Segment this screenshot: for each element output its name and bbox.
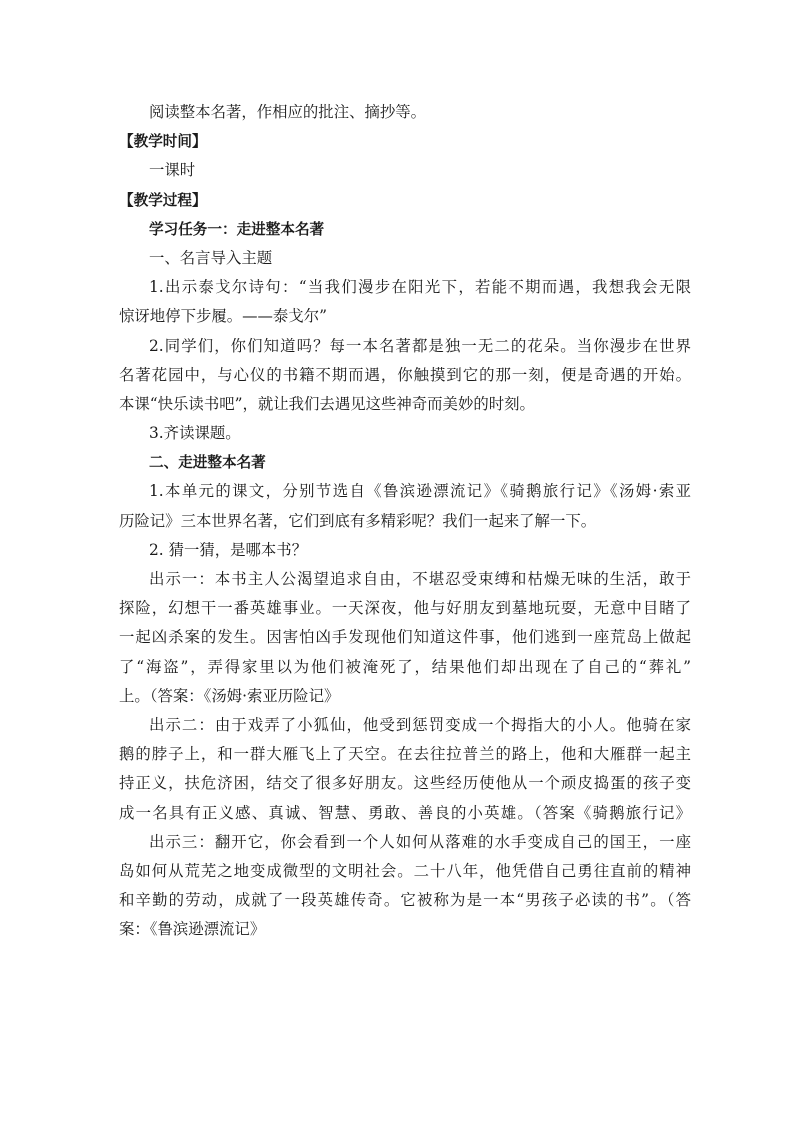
paragraph-line: 历险记》三本世界名著，它们到底有多精彩呢？我们一起来了解一下。 [119, 511, 597, 530]
paragraph-line: 1.出示泰戈尔诗句：“当我们漫步在阳光下，若能不期而遇，我想我会无限 [149, 278, 691, 297]
paragraph-line: 和辛勤的劳动，成就了一段英雄传奇。它被称为是一本“男孩子必读的书”。（答 [119, 891, 691, 910]
section-heading-teaching-process: 【教学过程】 [119, 191, 207, 209]
document-body [119, 98, 691, 944]
paragraph-line: 惊讶地停下步履。——泰戈尔” [119, 307, 327, 326]
paragraph-line: 一起凶杀案的发生。因害怕凶手发现他们知道这件事，他们逃到一座荒岛上做起 [119, 628, 691, 647]
paragraph-line: 2.同学们，你们知道吗？每一本名著都是独一无二的花朵。当你漫步在世界 [149, 336, 691, 355]
subsection-heading: 二、走进整本名著 [149, 454, 266, 472]
paragraph-line: 一课时 [149, 161, 196, 180]
paragraph-line: 持正义，扶危济困，结交了很多好朋友。这些经历使他从一个顽皮捣蛋的孩子变 [119, 774, 691, 793]
paragraph-line: 鹅的脖子上，和一群大雁飞上了天空。在去往拉普兰的路上，他和大雁群一起主 [119, 745, 691, 764]
paragraph-line: 了“海盗”，弄得家里以为他们被淹死了，结果他们却出现在了自己的“葬礼” [119, 657, 691, 676]
paragraph-line: 阅读整本名著，作相应的批注、摘抄等。 [149, 103, 427, 121]
paragraph-line: 上。（答案：《汤姆·索亚历险记》 [119, 686, 340, 705]
paragraph-line: 岛如何从荒芜之地变成微型的文明社会。二十八年，他凭借自己勇往直前的精神 [119, 861, 691, 880]
paragraph-line: 出示一：本书主人公渴望追求自由，不堪忍受束缚和枯燥无味的生活，敢于 [149, 570, 691, 588]
section-heading-teaching-time: 【教学时间】 [119, 133, 207, 151]
paragraph-line: 名著花园中，与心仪的书籍不期而遇，你触摸到它的那一刻，便是奇遇的开始。 [119, 365, 691, 384]
paragraph-line: 3.齐读课题。 [149, 424, 241, 443]
paragraph-line: 出示三：翻开它，你会看到一个人如何从落难的水手变成自己的国王，一座 [149, 832, 691, 851]
paragraph-line: 出示二：由于戏弄了小狐仙，他受到惩罚变成一个拇指大的小人。他骑在家 [149, 715, 691, 734]
paragraph-line: 2. 猜一猜，是哪本书？ [149, 540, 308, 559]
paragraph-line: 成一名具有正义感、真诚、智慧、勇敢、善良的小英雄。（答案《骑鹅旅行记》 [119, 803, 691, 822]
task-heading: 学习任务一：走进整本名著 [149, 220, 325, 238]
paragraph-line: 案：《鲁滨逊漂流记》 [119, 920, 266, 939]
paragraph-line: 本课“快乐读书吧”，就让我们去遇见这些神奇而美妙的时刻。 [119, 394, 535, 413]
paragraph-line: 探险，幻想干一番英雄事业。一天深夜，他与好朋友到墓地玩耍，无意中目睹了 [119, 599, 691, 618]
subsection-heading: 一、名言导入主题 [149, 248, 273, 267]
paragraph-line: 1.本单元的课文，分别节选自《鲁滨逊漂流记》《骑鹅旅行记》《汤姆·索亚 [149, 482, 691, 501]
